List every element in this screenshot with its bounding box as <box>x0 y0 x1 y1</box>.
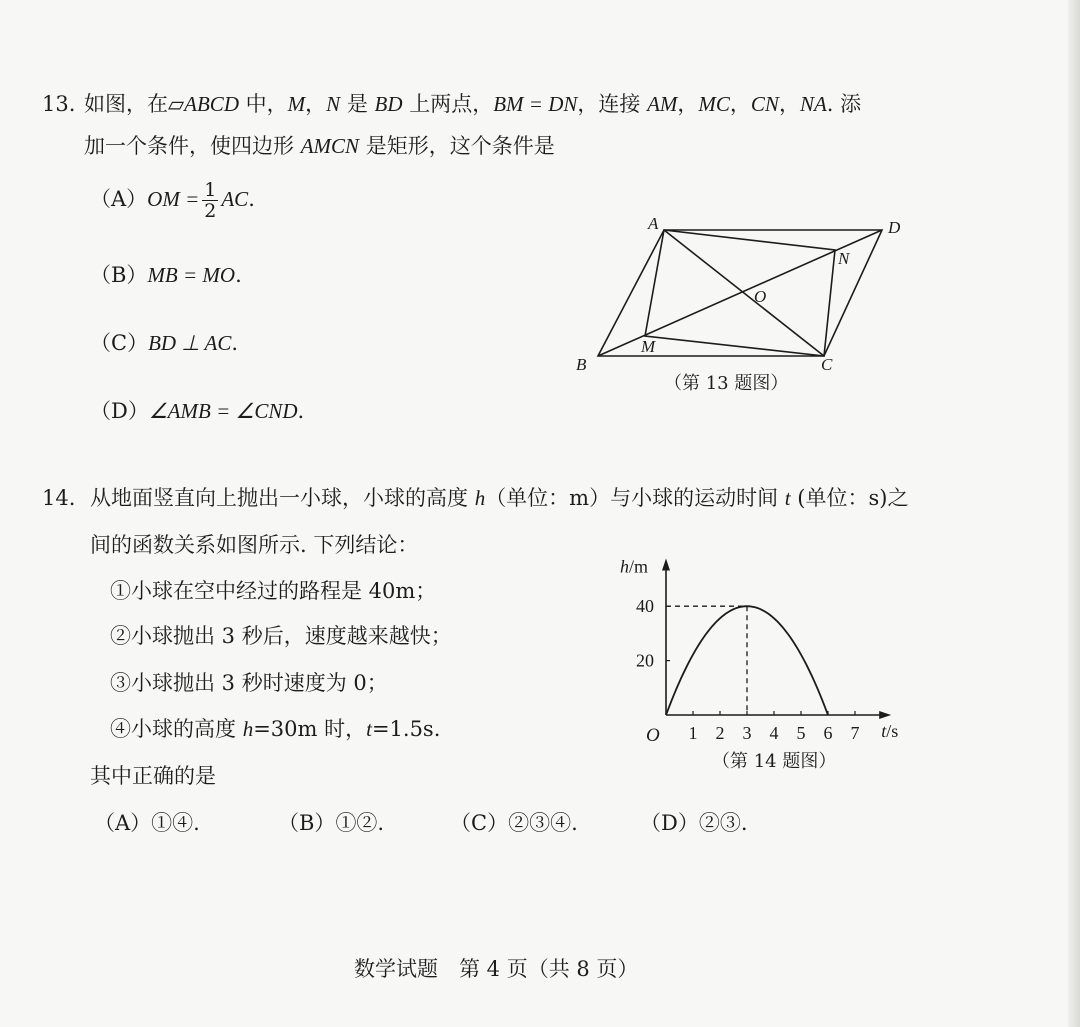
chart-marks <box>666 606 828 715</box>
q14-option-b[interactable]: （B）①②. <box>278 811 385 835</box>
page-edge-shadow <box>1068 0 1080 1027</box>
q13-option-a[interactable]: （A）OM = $\frac{1}{2}$ AC. <box>90 179 255 222</box>
question-14-number: 14. <box>42 486 76 510</box>
x-tick-label: 3 <box>742 723 752 743</box>
label-m: M <box>641 337 656 356</box>
question-13-number: 13. <box>42 92 76 116</box>
label-o: O <box>754 287 767 306</box>
x-tick-label: 7 <box>850 723 860 743</box>
figure-13-caption: （第 13 题图） <box>664 373 789 394</box>
label-c: C <box>821 355 833 374</box>
chart-axes <box>662 558 891 719</box>
question-13-stem-line-2: 加一个条件，使四边形 AMCN 是矩形，这个条件是 <box>84 134 555 158</box>
label-b: B <box>576 355 587 374</box>
q13-option-c[interactable]: （C）BD ⊥ AC. <box>90 331 239 355</box>
x-tick-label: 6 <box>823 723 833 743</box>
q14-option-a[interactable]: （A）①④. <box>94 811 200 835</box>
x-axis-label: t/s <box>881 721 899 741</box>
fraction-one-half: $\frac{1}{2}$ <box>204 179 217 222</box>
which-correct-prompt: 其中正确的是 <box>90 764 216 788</box>
conclusion-1: ①小球在空中经过的路程是 40m； <box>110 579 437 603</box>
label-d: D <box>888 218 901 237</box>
question-13-stem-line-1: 如图，在▱ABCD 中，M，N 是 BD 上两点，BM = DN，连接 AM，MC，CN，NA. 添 <box>84 92 862 116</box>
q13-option-b[interactable]: （B）MB = MO. <box>90 263 242 287</box>
conclusion-4: ④小球的高度 h=30m 时，t=1.5s. <box>110 717 441 741</box>
question-14-stem-line-1: 从地面竖直向上抛出一小球，小球的高度 h（单位：m）与小球的运动时间 t (单位：s)之 <box>90 486 909 510</box>
figure-14-caption: （第 14 题图） <box>712 751 837 772</box>
y-axis-label: h/m <box>620 556 649 577</box>
q14-option-d[interactable]: （D）②③. <box>640 811 748 835</box>
conclusion-3: ③小球抛出 3 秒时速度为 0； <box>110 671 388 695</box>
q13-option-d[interactable]: （D）∠AMB = ∠CND. <box>90 399 305 423</box>
y-tick-label: 20 <box>636 650 654 671</box>
x-tick-label: 1 <box>688 723 698 743</box>
x-tick-label: 5 <box>796 723 806 743</box>
x-tick-label: 4 <box>769 723 779 743</box>
x-tick-label: 2 <box>715 723 725 743</box>
question-14-stem-line-2: 间的函数关系如图所示. 下列结论： <box>90 533 419 557</box>
chart-labels <box>620 556 898 746</box>
y-tick-label: 40 <box>636 596 654 617</box>
origin-label: O <box>646 725 660 746</box>
conclusion-2: ②小球抛出 3 秒后，速度越来越快； <box>110 624 452 648</box>
q14-option-c[interactable]: （C）②③④. <box>450 811 578 835</box>
page-footer: 数学试题 第 4 页（共 8 页） <box>354 957 639 981</box>
x-axis-arrow <box>879 711 891 719</box>
label-a: A <box>648 214 659 233</box>
y-axis-arrow <box>662 558 670 570</box>
label-n: N <box>838 249 850 268</box>
